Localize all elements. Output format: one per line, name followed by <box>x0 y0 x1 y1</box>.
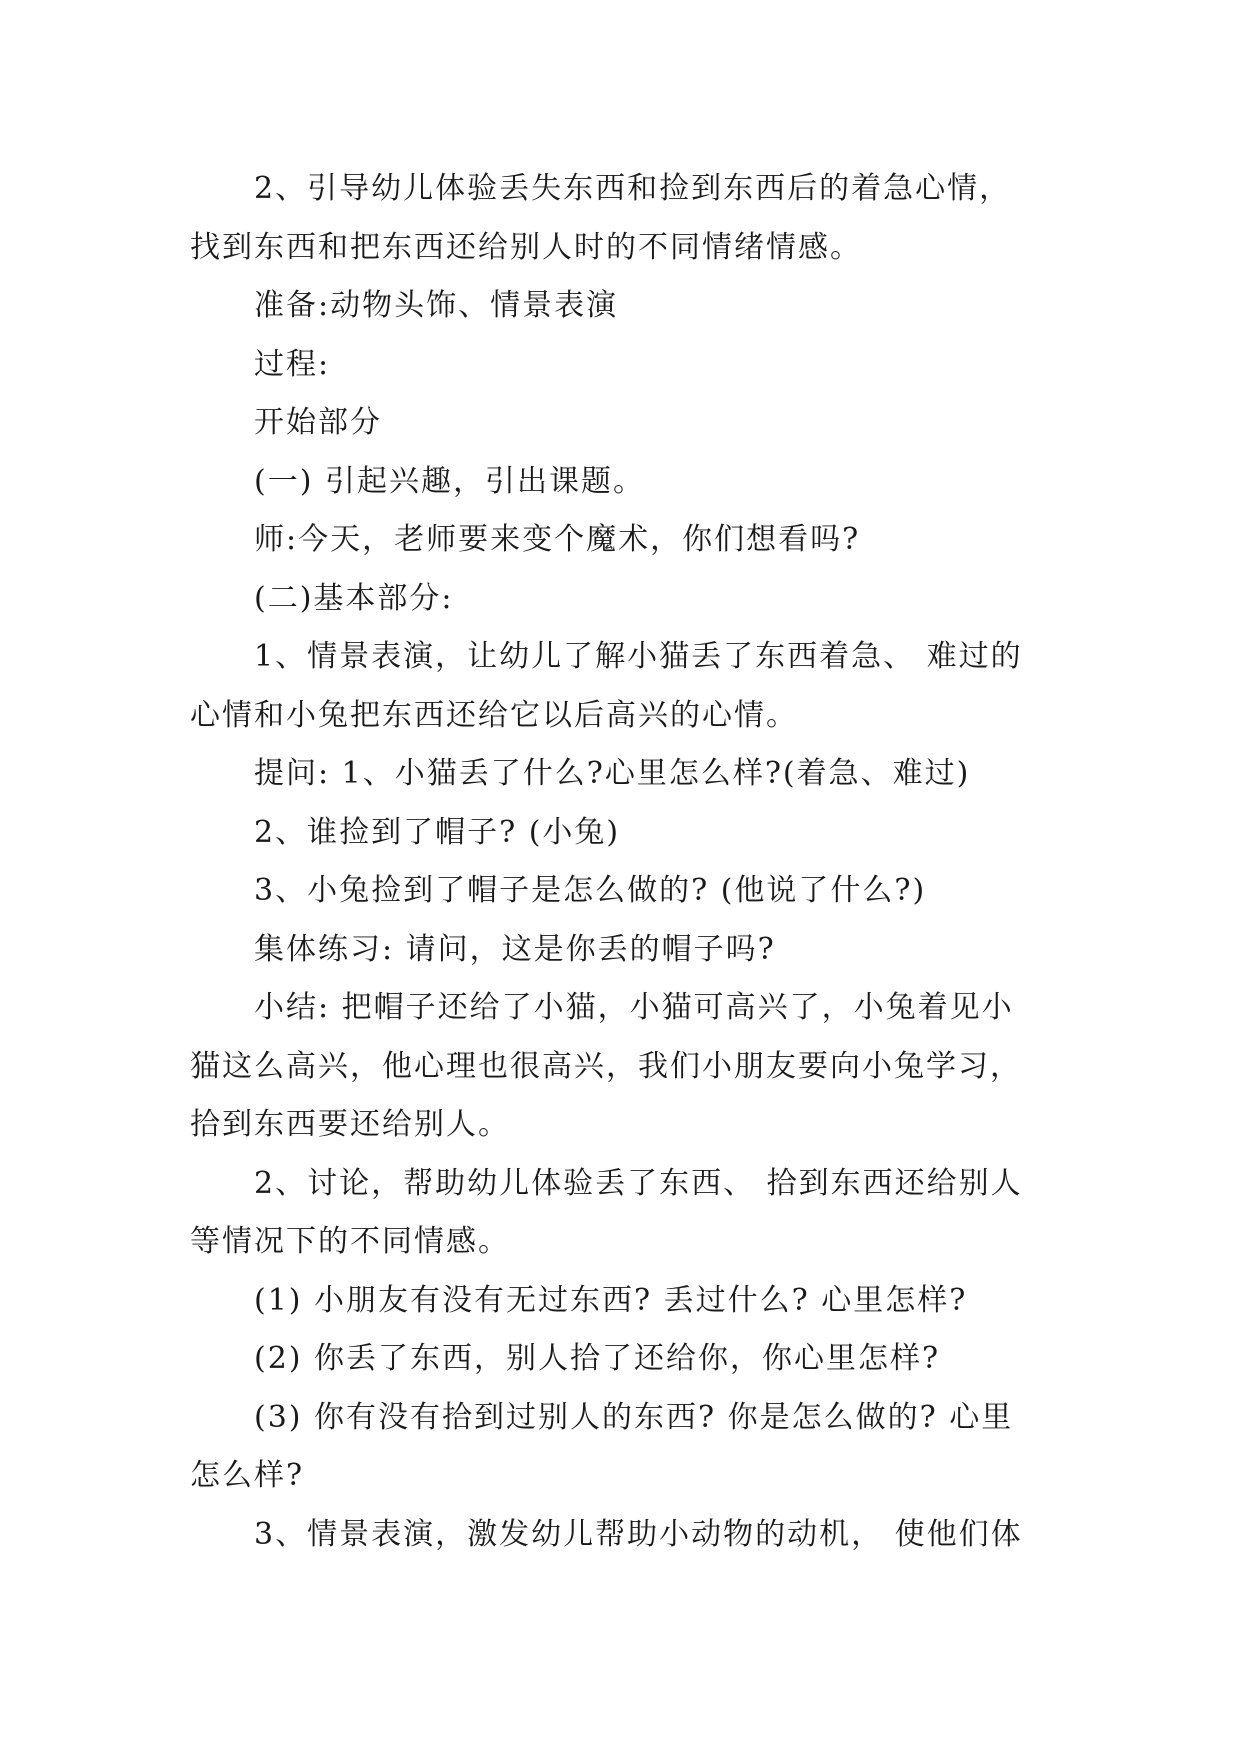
paragraph-line: 1、情景表演，让幼儿了解小猫丢了东西着急、 难过的 <box>254 639 1023 674</box>
paragraph-line: 3、情景表演，激发幼儿帮助小动物的动机， 使他们体 <box>254 1516 1023 1552</box>
section-heading: (二)基本部分: <box>254 580 454 616</box>
paragraph-line: 猫这么高兴，他心理也很高兴，我们小朋友要向小兔学习， <box>190 1048 1022 1084</box>
paragraph-line: 心情和小兔把东西还给它以后高兴的心情。 <box>190 697 798 733</box>
paragraph-line: 拾到东西要还给别人。 <box>190 1107 510 1142</box>
paragraph-line: 小结: 把帽子还给了小猫，小猫可高兴了，小兔着见小 <box>254 990 1014 1025</box>
document-body <box>190 160 1070 1564</box>
paragraph-line: 怎么样? <box>190 1458 305 1493</box>
paragraph-line: 准备:动物头饰、情景表演 <box>254 288 619 323</box>
paragraph-line: 2、引导幼儿体验丢失东西和捡到东西后的着急心情， <box>254 171 1012 206</box>
paragraph-line: 等情况下的不同情感。 <box>190 1224 510 1259</box>
paragraph-line: 过程: <box>254 346 331 382</box>
paragraph-line: 2、讨论，帮助幼儿体验丢了东西、 拾到东西还给别人 <box>254 1165 1023 1201</box>
paragraph-line: 3、小兔捡到了帽子是怎么做的? (他说了什么?) <box>254 873 927 908</box>
paragraph-line: 提问: 1、小猫丢了什么?心里怎么样?(着急、难过) <box>254 756 971 791</box>
paragraph-line: 集体练习: 请问，这是你丢的帽子吗? <box>254 931 776 967</box>
paragraph-line: 师:今天，老师要来变个魔术，你们想看吗? <box>254 522 861 557</box>
paragraph-line: (一) 引起兴趣，引出课题。 <box>254 463 645 499</box>
paragraph-line: 找到东西和把东西还给别人时的不同情绪情感。 <box>190 229 862 265</box>
paragraph-line: (3) 你有没有拾到过别人的东西? 你是怎么做的? 心里 <box>254 1399 1014 1435</box>
section-heading: 开始部分 <box>254 405 382 440</box>
paragraph-line: (1) 小朋友有没有无过东西? 丢过什么? 心里怎样? <box>254 1282 968 1318</box>
paragraph-line: 2、谁捡到了帽子? (小兔) <box>254 814 621 850</box>
paragraph-line: (2) 你丢了东西，别人拾了还给你，你心里怎样? <box>254 1341 941 1376</box>
